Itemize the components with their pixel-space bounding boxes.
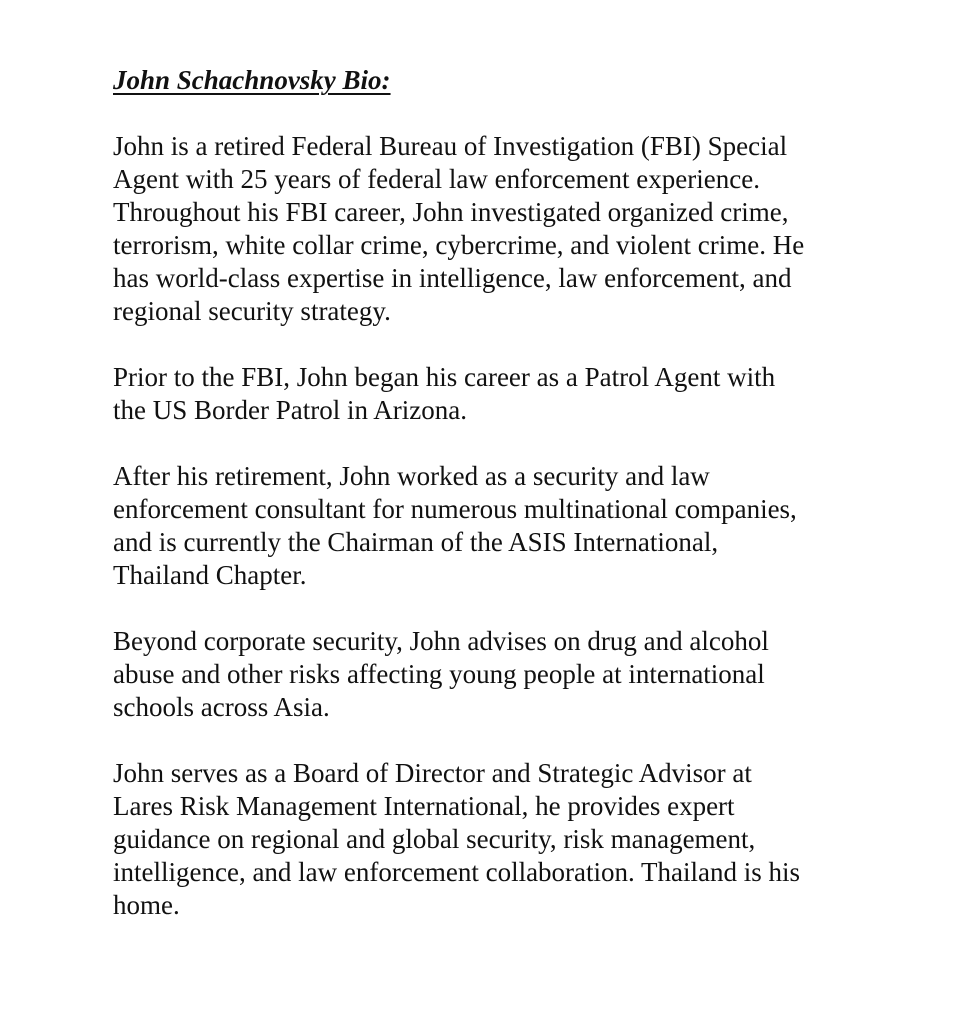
text-line: intelligence, and law enforcement collaboration. Thailand is his — [113, 857, 801, 887]
text-line: abuse and other risks affecting young people at international — [113, 659, 765, 689]
bio-paragraph-border-patrol — [113, 361, 853, 427]
text-line: has world-class expertise in intelligence, law enforcement, and — [113, 263, 792, 293]
text-line: Thailand Chapter. — [113, 560, 307, 590]
text-line: guidance on regional and global security, risk management, — [113, 824, 756, 854]
text-line: regional security strategy. — [113, 296, 391, 326]
text-line: Throughout his FBI career, John investigated organized crime, — [113, 197, 789, 227]
text-line: Agent with 25 years of federal law enforcement experience. — [113, 164, 760, 194]
bio-paragraph-schools — [113, 625, 853, 724]
bio-title: John Schachnovsky Bio: — [113, 65, 391, 95]
text-line: John is a retired Federal Bureau of Investigation (FBI) Special — [113, 131, 788, 161]
text-line: and is currently the Chairman of the ASIS International, — [113, 527, 719, 557]
bio-paragraph-fbi-career — [113, 130, 853, 328]
text-line: Prior to the FBI, John began his career as a Patrol Agent with — [113, 362, 776, 392]
text-line: terrorism, white collar crime, cybercrime, and violent crime. He — [113, 230, 805, 260]
text-line: John serves as a Board of Director and Strategic Advisor at — [113, 758, 752, 788]
text-line: schools across Asia. — [113, 692, 330, 722]
bio-paragraph-retirement — [113, 460, 853, 592]
text-line: home. — [113, 890, 180, 920]
text-line: enforcement consultant for numerous multinational companies, — [113, 494, 797, 524]
bio-paragraph-lares — [113, 757, 853, 922]
text-line: Beyond corporate security, John advises on drug and alcohol — [113, 626, 769, 656]
bio-content — [113, 64, 853, 955]
text-line: the US Border Patrol in Arizona. — [113, 395, 467, 425]
text-line: Lares Risk Management International, he provides expert — [113, 791, 735, 821]
text-line: After his retirement, John worked as a security and law — [113, 461, 710, 491]
